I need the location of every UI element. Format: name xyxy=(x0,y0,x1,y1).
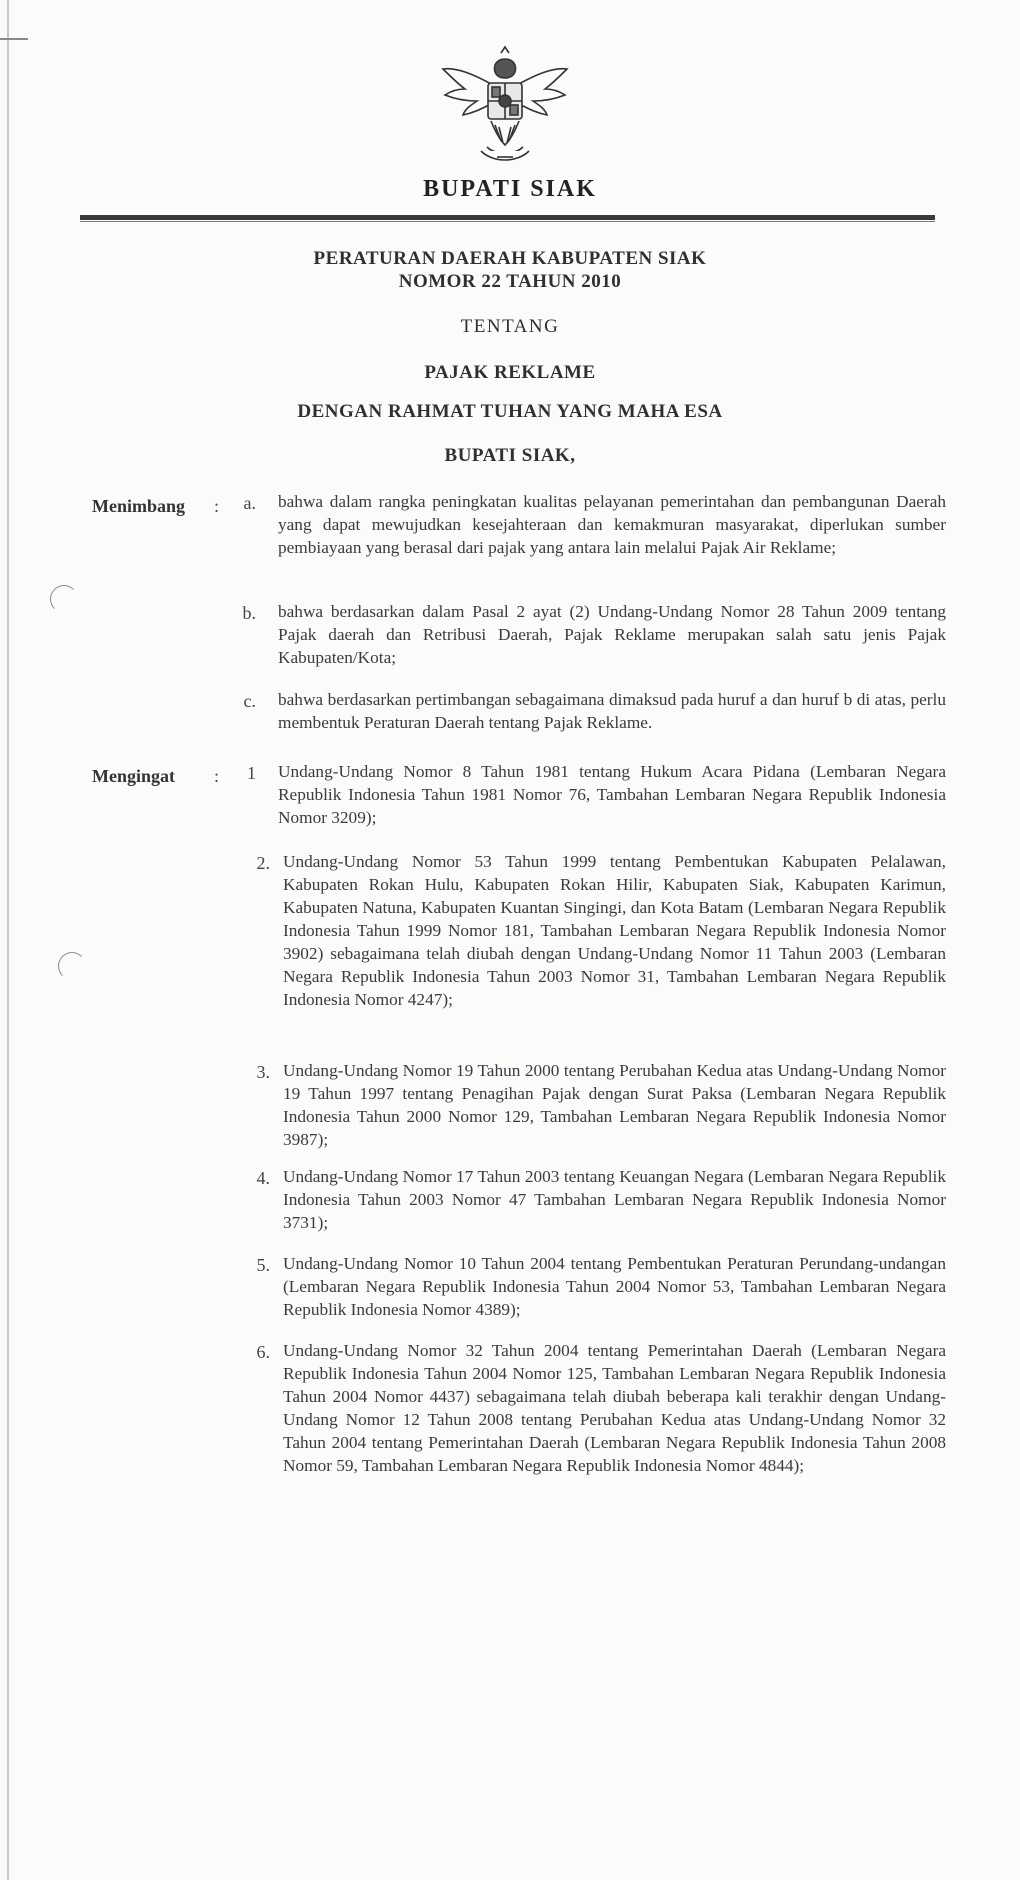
regulation-number: NOMOR 22 TAHUN 2010 xyxy=(398,271,622,292)
regulation-title: PERATURAN DAERAH KABUPATEN SIAK xyxy=(313,248,707,269)
mengingat-marker: 2. xyxy=(256,853,270,873)
mengingat-item: Undang-Undang Nomor 19 Tahun 2000 tentang Perubahan Kedua atas Undang-Undang Nomor 19 Tahun 1997 tentang Penagihan Pajak dengan Surat Paksa (Lembaran Negara Republik Indonesia Tahun 2000 Nomor 129, Tambahan Lembaran Negara Republik Indonesia Nomor 3987); xyxy=(283,1061,946,1149)
menimbang-item: bahwa berdasarkan dalam Pasal 2 ayat (2) Undang-Undang Nomor 28 Tahun 2009 tentang Pajak daerah dan Retribusi Daerah, Pajak Reklame merupakan salah satu jenis Pajak Kabupaten/Kota; xyxy=(278,602,946,667)
scan-mark xyxy=(0,38,28,40)
mengingat-item: Undang-Undang Nomor 53 Tahun 1999 tentang Pembentukan Kabupaten Pelalawan, Kabupaten Rokan Hulu, Kabupaten Rokan Hilir, Kabupaten Siak, Kabupaten Karimun, Kabupaten Natuna, Kabupaten Kuantan Singingi, dan Kota Batam (Lembaran Negara Republik Indonesia Tahun 1999 Nomor 181, Tambahan Lembaran Negara Republik Indonesia Nomor 3902) sebagaimana telah diubah dengan Undang-Undang Nomor 11 Tahun 2003 (Lembaran Negara Republik Indonesia Tahun 2003 Nomor 31, Tambahan Lembaran Negara Republik Indonesia Nomor 4247); xyxy=(283,852,946,1009)
header-divider xyxy=(80,215,935,220)
header-title: BUPATI SIAK xyxy=(423,176,597,202)
header-divider-thin xyxy=(80,221,935,222)
garuda-emblem-icon xyxy=(435,45,575,175)
mengingat-marker: 6. xyxy=(256,1342,270,1362)
mengingat-item: Undang-Undang Nomor 10 Tahun 2004 tentang Pembentukan Peraturan Perundang-undangan (Lembaran Negara Republik Indonesia Tahun 2004 Nomor 53, Tambahan Lembaran Negara Republik Indonesia Nomor 4389); xyxy=(283,1254,946,1319)
mengingat-marker: 1 xyxy=(247,763,256,783)
mengingat-item: Undang-Undang Nomor 17 Tahun 2003 tentang Keuangan Negara (Lembaran Negara Republik Indonesia Tahun 2003 Nomor 47 Tambahan Lembaran Negara Republik Indonesia Nomor 3731); xyxy=(283,1167,946,1232)
menimbang-item: bahwa berdasarkan pertimbangan sebagaimana dimaksud pada huruf a dan huruf b di atas, perlu membentuk Peraturan Daerah tentang Pajak Reklame. xyxy=(278,690,946,732)
mengingat-colon: : xyxy=(214,766,220,786)
menimbang-label: Menimbang xyxy=(92,496,186,516)
mengingat-marker: 3. xyxy=(256,1062,270,1082)
preamble-grace: DENGAN RAHMAT TUHAN YANG MAHA ESA xyxy=(297,401,723,422)
regulation-subject: PAJAK REKLAME xyxy=(424,362,596,383)
punch-hole-mark xyxy=(58,952,86,980)
menimbang-item: bahwa dalam rangka peningkatan kualitas pelayanan pemerintahan dan pembangunan Daerah yang dapat mewujudkan kesejahteraan dan kemakmuran masyarakat, diperlukan sumber pembiayaan yang berasal dari pajak yang antara lain melalui Pajak Air Reklame; xyxy=(278,492,946,557)
mengingat-marker: 4. xyxy=(256,1168,270,1188)
mengingat-item: Undang-Undang Nomor 8 Tahun 1981 tentang Hukum Acara Pidana (Lembaran Negara Republik Indonesia Tahun 1981 Nomor 76, Tambahan Lembaran Negara Republik Indonesia Nomor 3209); xyxy=(278,762,946,827)
preamble-authority: BUPATI SIAK, xyxy=(444,445,576,466)
tentang-label: TENTANG xyxy=(460,316,560,337)
mengingat-marker: 5. xyxy=(256,1255,270,1275)
mengingat-item: Undang-Undang Nomor 32 Tahun 2004 tentang Pemerintahan Daerah (Lembaran Negara Republik Indonesia Tahun 2004 Nomor 125, Tambahan Lembaran Negara Republik Indonesia Tahun 2004 Nomor 4437) sebagaimana telah diubah beberapa kali terakhir dengan Undang-Undang Nomor 12 Tahun 2008 tentang Perubahan Kedua atas Undang-Undang Nomor 32 Tahun 2004 tentang Pemerintahan Daerah (Lembaran Negara Republik Indonesia Tahun 2008 Nomor 59, Tambahan Lembaran Negara Republik Indonesia Nomor 4844); xyxy=(283,1341,946,1475)
menimbang-marker: b. xyxy=(242,603,256,623)
mengingat-label: Mengingat xyxy=(92,766,175,786)
menimbang-colon: : xyxy=(214,496,220,516)
punch-hole-mark xyxy=(50,585,78,613)
menimbang-marker: c. xyxy=(243,691,256,711)
menimbang-marker: a. xyxy=(243,493,256,513)
